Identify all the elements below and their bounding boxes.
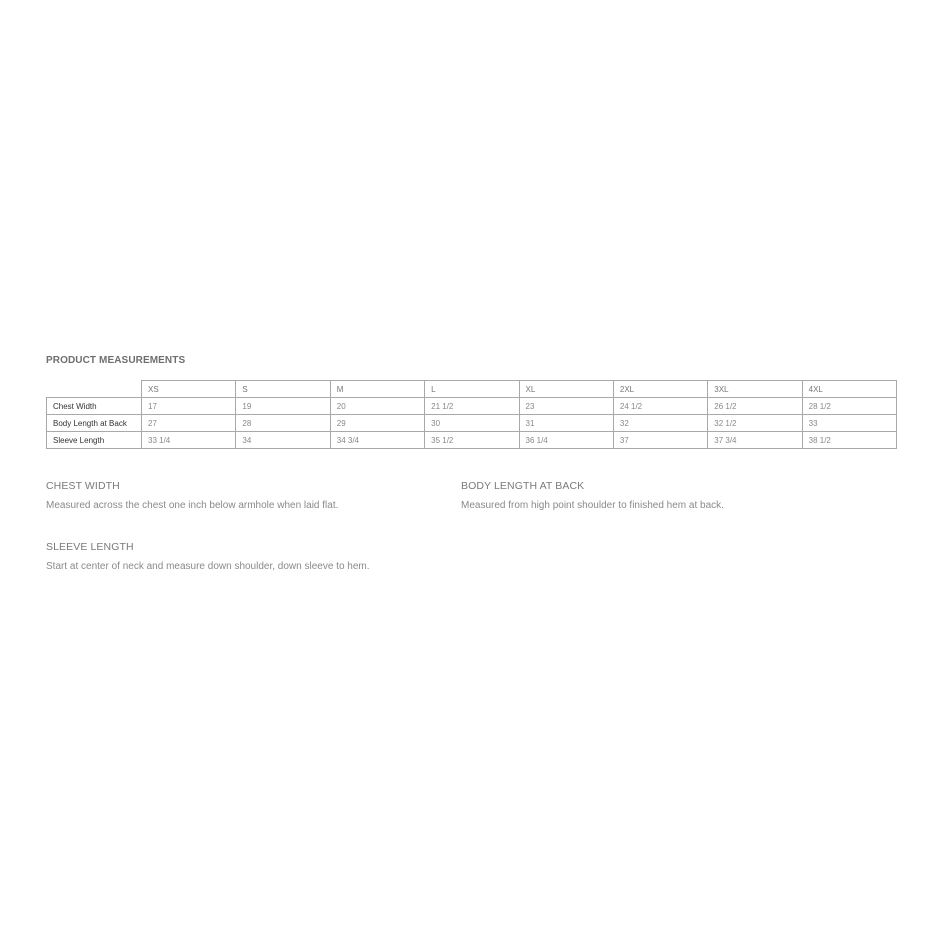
size-header-4xl: 4XL <box>802 381 896 398</box>
body-length-description <box>461 480 724 511</box>
table-cell: 27 <box>142 415 236 432</box>
section-title: PRODUCT MEASUREMENTS <box>46 355 186 366</box>
body-length-heading: BODY LENGTH AT BACK <box>461 480 585 492</box>
size-header-l: L <box>425 381 519 398</box>
table-cell: 37 3/4 <box>708 432 802 449</box>
table-cell: 34 3/4 <box>330 432 424 449</box>
size-header-s: S <box>236 381 330 398</box>
table-cell: 37 <box>613 432 707 449</box>
table-cell: 34 <box>236 432 330 449</box>
size-header-xl: XL <box>519 381 613 398</box>
table-cell: 21 1/2 <box>425 398 519 415</box>
table-cell: 19 <box>236 398 330 415</box>
measurements-table <box>46 380 897 449</box>
size-header-2xl: 2XL <box>613 381 707 398</box>
sleeve-length-description <box>46 541 370 572</box>
table-row <box>47 415 897 432</box>
table-cell: 38 1/2 <box>802 432 896 449</box>
chest-width-description <box>46 480 338 511</box>
table-corner-cell <box>47 381 142 398</box>
table-cell: 31 <box>519 415 613 432</box>
chest-width-heading: CHEST WIDTH <box>46 480 120 492</box>
table-cell: 24 1/2 <box>613 398 707 415</box>
row-label-body-length: Body Length at Back <box>47 415 142 432</box>
table-cell: 28 <box>236 415 330 432</box>
sleeve-length-heading: SLEEVE LENGTH <box>46 541 134 553</box>
size-header-xs: XS <box>142 381 236 398</box>
table-row <box>47 432 897 449</box>
table-cell: 23 <box>519 398 613 415</box>
table-cell: 28 1/2 <box>802 398 896 415</box>
size-header-3xl: 3XL <box>708 381 802 398</box>
row-label-chest-width: Chest Width <box>47 398 142 415</box>
chest-width-text: Measured across the chest one inch below armhole when laid flat. <box>46 500 339 511</box>
sleeve-length-text: Start at center of neck and measure down shoulder, down sleeve to hem. <box>46 561 370 572</box>
table-cell: 30 <box>425 415 519 432</box>
table-cell: 20 <box>330 398 424 415</box>
table-cell: 33 <box>802 415 896 432</box>
table-row <box>47 398 897 415</box>
table-cell: 33 1/4 <box>142 432 236 449</box>
table-cell: 29 <box>330 415 424 432</box>
row-label-sleeve-length: Sleeve Length <box>47 432 142 449</box>
body-length-text: Measured from high point shoulder to finished hem at back. <box>461 500 724 511</box>
table-cell: 17 <box>142 398 236 415</box>
size-header-m: M <box>330 381 424 398</box>
table-cell: 26 1/2 <box>708 398 802 415</box>
table-cell: 36 1/4 <box>519 432 613 449</box>
table-cell: 32 <box>613 415 707 432</box>
table-cell: 35 1/2 <box>425 432 519 449</box>
table-cell: 32 1/2 <box>708 415 802 432</box>
table-header-row <box>47 381 897 398</box>
